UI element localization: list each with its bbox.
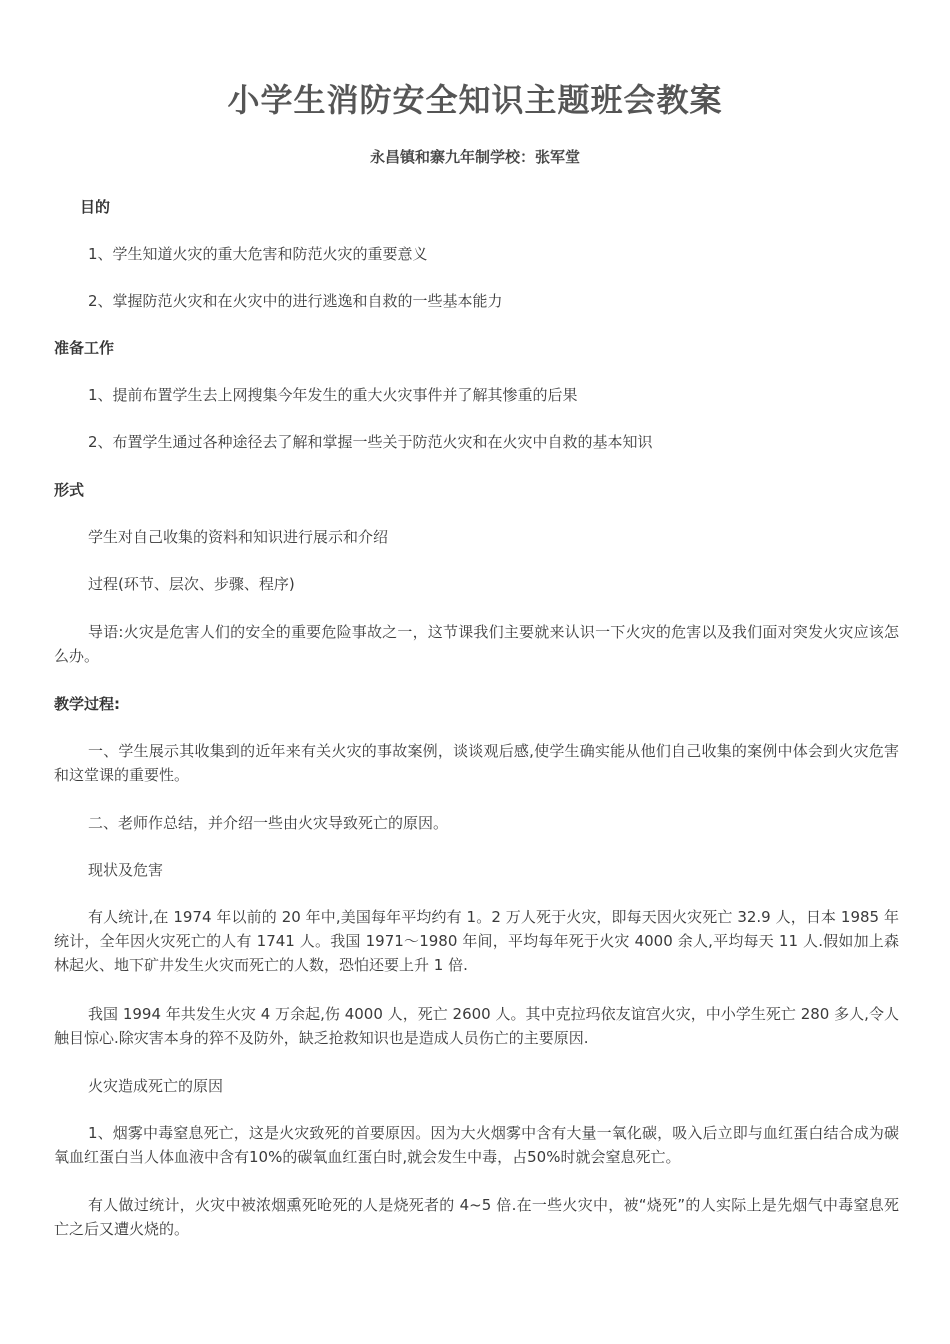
stats-1-paragraph: 有人统计,在 1974 年以前的 20 年中,美国每年平均约有 1。2 万人死于火灾，即每天因火灾死亡 32.9 人，日本 1985 年统计，全年因火灾死亡的人有 1741 人。我国 1971～1980 年间，平均每年死于火灾 4000 余人,平均每天 11 人.假如加上森林起火、地下矿井发生火灾而死亡的人数，恐怕还要上升 1 倍. [54,908,899,974]
stats-2-paragraph: 我国 1994 年共发生火灾 4 万余起,伤 4000 人，死亡 2600 人。其中克拉玛依友谊宫火灾，中小学生死亡 280 多人,令人触目惊心.除灾害本身的猝不及防外，缺乏抢救知识也是造成人员伤亡的主要原因. [54,1005,899,1047]
status-heading: 现状及危害 [88,861,164,879]
goal-item-1: 1、学生知道火灾的重大危害和防范火灾的重要意义 [88,245,428,263]
goal-heading: 目的 [80,198,111,216]
process-heading: 教学过程: [54,695,120,713]
document-title: 小学生消防安全知识主题班会教案 [227,81,723,119]
prep-item-1: 1、提前布置学生去上网搜集今年发生的重大火灾事件并了解其惨重的后果 [88,386,578,404]
prep-item-2: 2、布置学生通过各种途径去了解和掌握一些关于防范火灾和在火灾中自救的基本知识 [88,433,653,451]
cause-2-paragraph: 有人做过统计，火灾中被浓烟熏死呛死的人是烧死者的 4~5 倍.在一些火灾中，被“烧死”的人实际上是先烟气中毒窒息死亡之后又遭火烧的。 [54,1196,899,1238]
form-item-2: 过程(环节、层次、步骤、程序) [88,575,295,593]
cause-1-paragraph: 1、烟雾中毒窒息死亡，这是火灾致死的首要原因。因为大火烟雾中含有大量一氧化碳，吸入后立即与血红蛋白结合成为碳氧血红蛋白当人体血液中含有10%的碳氧血红蛋白时,就会发生中毒，占50%时就会窒息死亡。 [54,1124,899,1166]
cause-heading: 火灾造成死亡的原因 [88,1077,224,1095]
form-heading: 形式 [54,481,85,499]
prep-heading: 准备工作 [54,339,115,357]
step-2-line: 二、老师作总结，并介绍一些由火灾导致死亡的原因。 [88,814,449,832]
step-1-paragraph: 一、学生展示其收集到的近年来有关火灾的事故案例，谈谈观后感,使学生确实能从他们自己收集的案例中体会到火灾危害和这堂课的重要性。 [54,742,899,784]
document-author: 永昌镇和寨九年制学校：张军堂 [369,148,580,166]
form-item-1: 学生对自己收集的资料和知识进行展示和介绍 [88,528,389,546]
intro-paragraph: 导语:火灾是危害人们的安全的重要危险事故之一，这节课我们主要就来认识一下火灾的危害以及我们面对突发火灾应该怎么办。 [54,623,899,665]
goal-item-2: 2、掌握防范火灾和在火灾中的进行逃逸和自救的一些基本能力 [88,292,503,310]
